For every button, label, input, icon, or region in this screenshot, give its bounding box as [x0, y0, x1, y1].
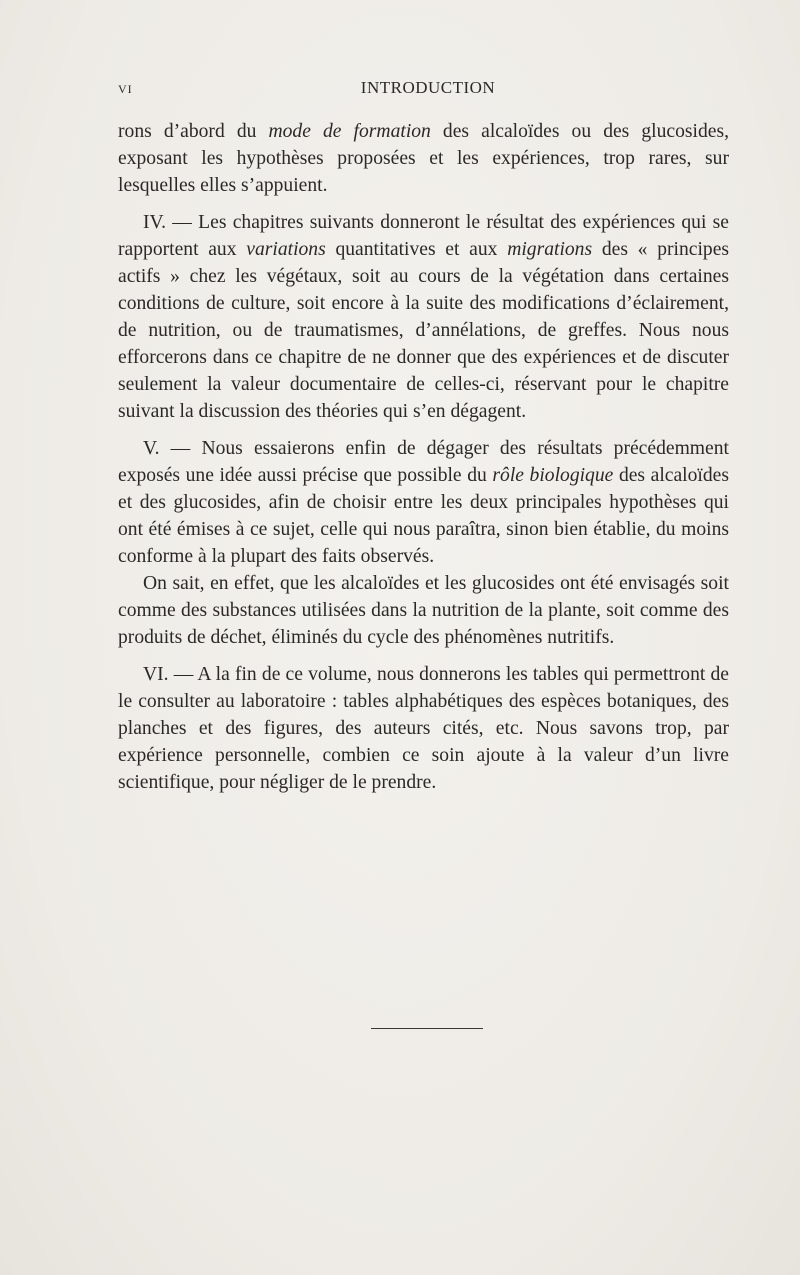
text-segment: V. — Nous essaierons enfin de dégager des résultats précédemment exposés une idée aussi précise que possible du	[118, 438, 729, 486]
italic-segment: mode de formation	[268, 121, 431, 142]
text-segment: VI. — A la fin de ce volume, nous donnerons les tables qui permettront de le consulter au laboratoire : tables alphabétiques des espèces botaniques, des planches et des figures, des auteurs cités, etc. Nous savons trop, par expérience personnelle, combien ce soin ajoute à la valeur d’un livre scientifique, pour négliger de le prendre.	[118, 664, 729, 793]
paragraph-section-iv	[118, 209, 729, 425]
text-segment: IV. — Les chapitres suivants donneront le résultat des expériences qui se rapportent aux	[118, 212, 729, 260]
italic-segment: migrations	[507, 239, 593, 260]
paragraph-section-v	[118, 435, 729, 570]
paragraph-continuation	[118, 118, 729, 199]
italic-segment: rôle biologique	[492, 465, 614, 486]
body-text	[118, 118, 729, 796]
text-segment: des alcaloïdes ou des glucosides, exposant les hypothèses proposées et les expériences, trop rares, sur lesquelles elles s’appuient.	[118, 121, 729, 196]
text-segment: On sait, en effet, que les alcaloïdes et les glucosides ont été envisagés soit comme des substances utilisées dans la nutrition de la plante, soit comme des produits de déchet, éliminés du cycle des phénomènes nutritifs.	[118, 573, 729, 648]
text-segment: des alcaloïdes et des glucosides, afin de choisir entre les deux principales hypothèses qui ont été émises à ce sujet, celle qui nous paraîtra, sinon bien établie, du moins conforme à la plupart des faits observés.	[118, 465, 729, 567]
paragraph-indent	[118, 570, 729, 651]
end-rule	[371, 1028, 483, 1029]
text-segment: quantitatives et aux	[325, 239, 508, 260]
italic-segment: variations	[246, 239, 326, 260]
text-segment: rons d’abord du	[118, 121, 269, 142]
folio-number: VI	[118, 82, 133, 96]
paragraph-section-vi	[118, 661, 729, 796]
running-head: INTRODUCTION	[360, 78, 496, 97]
text-segment: des « principes actifs » chez les végétaux, soit au cours de la végétation dans certaines conditions de culture, soit encore à la suite des modifications d’éclairement, de nutrition, ou de traumatismes, d’annélations, de greffes. Nous nous efforcerons dans ce chapitre de ne donner que des expériences et de discuter seulement la valeur documentaire de celles-ci, réservant pour le chapitre suivant la discussion des théories qui s’en dégagent.	[118, 239, 730, 422]
page-header	[118, 78, 738, 102]
